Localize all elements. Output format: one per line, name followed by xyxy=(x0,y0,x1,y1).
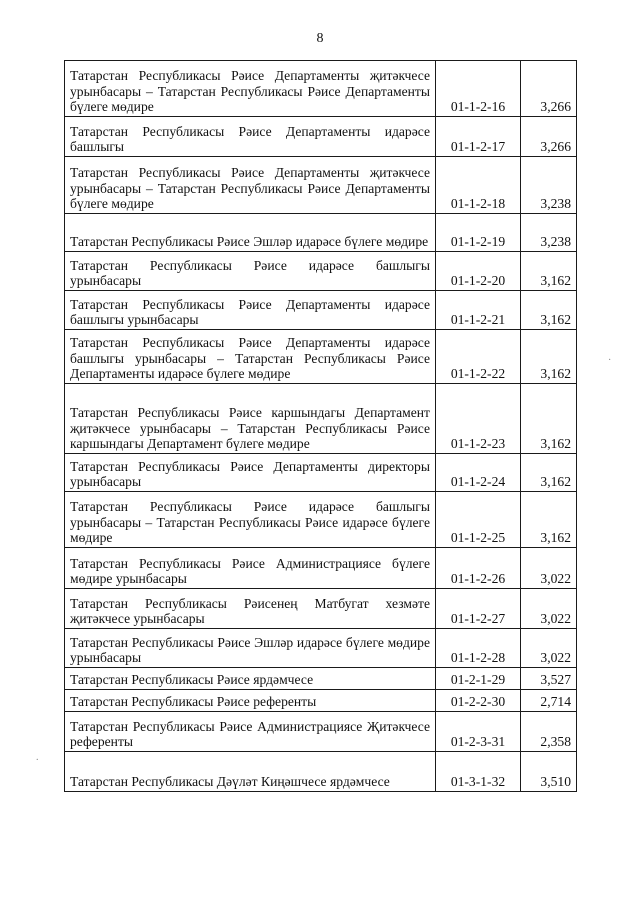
position-title-cell: Татарстан Республикасы Дәүләт Киңәшчесе ярдәмчесе xyxy=(65,752,436,792)
table-row xyxy=(65,668,577,690)
position-code-cell: 01-1-2-24 xyxy=(436,454,521,492)
position-title-cell: Татарстан Республикасы Рәисе Эшләр идарәсе бүлеге мөдире xyxy=(65,214,436,252)
positions-table-body xyxy=(65,61,577,792)
coefficient-cell: 3,162 xyxy=(521,330,577,384)
position-title-cell: Татарстан Республикасы Рәисе Администрациясе бүлеге мөдире урынбасары xyxy=(65,548,436,589)
table-row xyxy=(65,752,577,792)
position-code-cell: 01-1-2-26 xyxy=(436,548,521,589)
table-row xyxy=(65,548,577,589)
table-row xyxy=(65,690,577,712)
table-row xyxy=(65,330,577,384)
coefficient-cell: 3,162 xyxy=(521,492,577,548)
position-code-cell: 01-1-2-19 xyxy=(436,214,521,252)
position-title-cell: Татарстан Республикасы Рәисе Департаменты идарәсе башлыгы урынбасары xyxy=(65,291,436,330)
position-code-cell: 01-2-1-29 xyxy=(436,668,521,690)
table-row xyxy=(65,712,577,752)
position-title-cell: Татарстан Республикасы Рәисе Администрациясе Җитәкчесе референты xyxy=(65,712,436,752)
position-title-cell: Татарстан Республикасы Рәисе ярдәмчесе xyxy=(65,668,436,690)
coefficient-cell: 3,022 xyxy=(521,589,577,629)
table-row xyxy=(65,291,577,330)
table-row xyxy=(65,589,577,629)
position-title-cell: Татарстан Республикасы Рәисе Департаменты директоры урынбасары xyxy=(65,454,436,492)
coefficient-cell: 3,510 xyxy=(521,752,577,792)
coefficient-cell: 3,162 xyxy=(521,291,577,330)
position-code-cell: 01-1-2-25 xyxy=(436,492,521,548)
position-code-cell: 01-1-2-28 xyxy=(436,629,521,668)
coefficient-cell: 3,022 xyxy=(521,548,577,589)
position-title-cell: Татарстан Республикасы Рәисе идарәсе башлыгы урынбасары – Татарстан Республикасы Рәисе идарәсе бүлеге мөдире xyxy=(65,492,436,548)
position-code-cell: 01-1-2-17 xyxy=(436,117,521,157)
scan-speck: . xyxy=(36,752,39,763)
position-code-cell: 01-2-3-31 xyxy=(436,712,521,752)
table-row xyxy=(65,252,577,291)
position-title-cell: Татарстан Республикасы Рәисе Департаменты җитәкчесе урынбасары – Татарстан Республикасы Рәисе Департаменты бүлеге мөдире xyxy=(65,157,436,214)
positions-table xyxy=(64,60,577,792)
coefficient-cell: 2,358 xyxy=(521,712,577,752)
table-row xyxy=(65,214,577,252)
position-code-cell: 01-3-1-32 xyxy=(436,752,521,792)
position-title-cell: Татарстан Республикасы Рәисе каршындагы Департамент җитәкчесе урынбасары – Татарстан Республикасы Рәисе каршындагы Департамент бүлеге мөдире xyxy=(65,384,436,454)
position-code-cell: 01-2-2-30 xyxy=(436,690,521,712)
table-row xyxy=(65,492,577,548)
page-number: 8 xyxy=(316,31,324,46)
coefficient-cell: 2,714 xyxy=(521,690,577,712)
table-row xyxy=(65,384,577,454)
position-title-cell: Татарстан Республикасы Рәисенең Матбугат хезмәте җитәкчесе урынбасары xyxy=(65,589,436,629)
position-title-cell: Татарстан Республикасы Рәисе референты xyxy=(65,690,436,712)
position-code-cell: 01-1-2-23 xyxy=(436,384,521,454)
coefficient-cell: 3,162 xyxy=(521,384,577,454)
scan-speck: · xyxy=(608,355,612,366)
coefficient-cell: 3,238 xyxy=(521,157,577,214)
coefficient-cell: 3,022 xyxy=(521,629,577,668)
table-row xyxy=(65,157,577,214)
coefficient-cell: 3,238 xyxy=(521,214,577,252)
position-code-cell: 01-1-2-16 xyxy=(436,61,521,117)
position-title-cell: Татарстан Республикасы Рәисе Департаменты идарәсе башлыгы урынбасары – Татарстан Республикасы Рәисе Департаменты идарәсе бүлеге мөдире xyxy=(65,330,436,384)
coefficient-cell: 3,162 xyxy=(521,454,577,492)
position-title-cell: Татарстан Республикасы Рәисе Департаменты идарәсе башлыгы xyxy=(65,117,436,157)
coefficient-cell: 3,266 xyxy=(521,117,577,157)
table-row xyxy=(65,454,577,492)
position-title-cell: Татарстан Республикасы Рәисе идарәсе башлыгы урынбасары xyxy=(65,252,436,291)
table-row xyxy=(65,117,577,157)
coefficient-cell: 3,266 xyxy=(521,61,577,117)
table-row xyxy=(65,629,577,668)
position-code-cell: 01-1-2-21 xyxy=(436,291,521,330)
position-title-cell: Татарстан Республикасы Рәисе Эшләр идарәсе бүлеге мөдире урынбасары xyxy=(65,629,436,668)
table-row xyxy=(65,61,577,117)
position-title-cell: Татарстан Республикасы Рәисе Департаменты җитәкчесе урынбасары – Татарстан Республикасы Рәисе Департаменты бүлеге мөдире xyxy=(65,61,436,117)
position-code-cell: 01-1-2-27 xyxy=(436,589,521,629)
position-code-cell: 01-1-2-18 xyxy=(436,157,521,214)
position-code-cell: 01-1-2-22 xyxy=(436,330,521,384)
coefficient-cell: 3,527 xyxy=(521,668,577,690)
coefficient-cell: 3,162 xyxy=(521,252,577,291)
position-code-cell: 01-1-2-20 xyxy=(436,252,521,291)
